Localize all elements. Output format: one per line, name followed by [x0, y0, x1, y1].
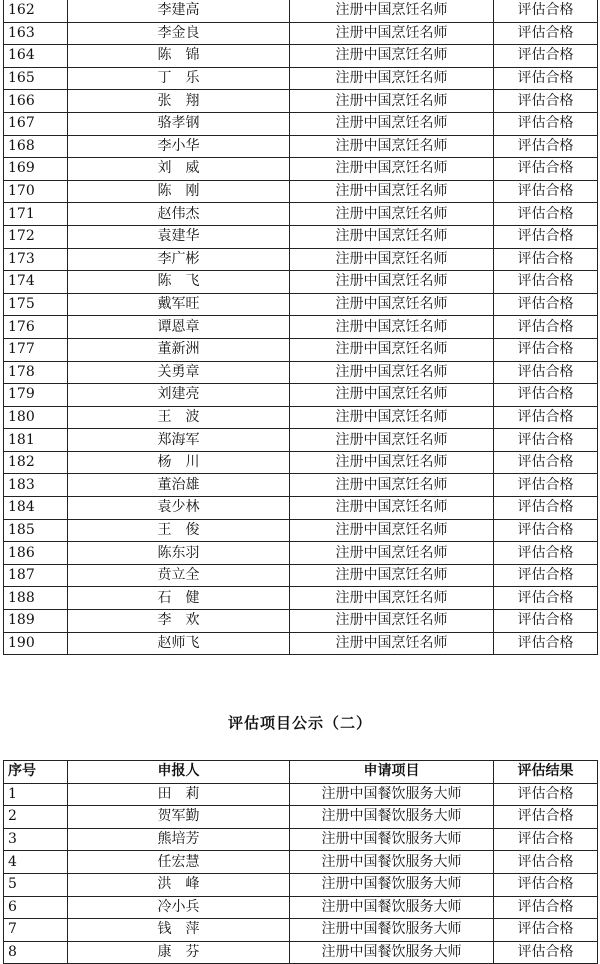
cell-applicant: 李广彬: [68, 248, 290, 271]
table-row: [4, 406, 598, 429]
cell-serial-no: 4: [4, 851, 68, 874]
cell-serial-no: 172: [4, 225, 68, 248]
cell-project: 注册中国烹饪名师: [290, 45, 494, 68]
table-row: [4, 941, 598, 964]
table-row: [4, 896, 598, 919]
cell-serial-no: 165: [4, 67, 68, 90]
table-row: [4, 519, 598, 542]
cell-serial-no: 176: [4, 316, 68, 339]
cell-project: 注册中国餐饮服务大师: [290, 828, 494, 851]
cell-serial-no: 181: [4, 429, 68, 452]
cell-applicant: 石 健: [68, 587, 290, 610]
table-row: [4, 158, 598, 181]
cell-applicant: 刘建亮: [68, 384, 290, 407]
cell-applicant: 陈 锦: [68, 45, 290, 68]
table-row: [4, 293, 598, 316]
cell-result: 评估合格: [494, 783, 598, 806]
table-row: [4, 632, 598, 655]
cell-applicant: 戴军旺: [68, 293, 290, 316]
cell-result: 评估合格: [494, 338, 598, 361]
cell-applicant: 冷小兵: [68, 896, 290, 919]
cell-project: 注册中国烹饪名师: [290, 293, 494, 316]
cell-serial-no: 3: [4, 828, 68, 851]
table-header-row: [4, 761, 598, 784]
cell-serial-no: 6: [4, 896, 68, 919]
table-row: [4, 271, 598, 294]
cell-applicant: 王 波: [68, 406, 290, 429]
cell-result: 评估合格: [494, 203, 598, 226]
cell-project: 注册中国餐饮服务大师: [290, 783, 494, 806]
table-row: [4, 361, 598, 384]
cell-result: 评估合格: [494, 225, 598, 248]
cell-project: 注册中国烹饪名师: [290, 519, 494, 542]
cell-result: 评估合格: [494, 429, 598, 452]
cell-project: 注册中国烹饪名师: [290, 180, 494, 203]
cell-result: 评估合格: [494, 851, 598, 874]
table-row: [4, 0, 598, 22]
cell-applicant: 骆孝钢: [68, 112, 290, 135]
cell-project: 注册中国烹饪名师: [290, 22, 494, 45]
cell-project: 注册中国烹饪名师: [290, 542, 494, 565]
cell-serial-no: 184: [4, 497, 68, 520]
table-row: [4, 873, 598, 896]
cell-applicant: 刘 威: [68, 158, 290, 181]
cell-serial-no: 189: [4, 610, 68, 633]
cell-result: 评估合格: [494, 873, 598, 896]
cell-applicant: 王 俊: [68, 519, 290, 542]
cell-project: 注册中国烹饪名师: [290, 135, 494, 158]
cell-result: 评估合格: [494, 384, 598, 407]
cell-applicant: 李建高: [68, 0, 290, 22]
cell-serial-no: 175: [4, 293, 68, 316]
cell-applicant: 袁建华: [68, 225, 290, 248]
cell-project: 注册中国餐饮服务大师: [290, 806, 494, 829]
header-project: 申请项目: [290, 761, 494, 784]
cell-serial-no: 8: [4, 941, 68, 964]
cell-applicant: 董治雄: [68, 474, 290, 497]
cell-project: 注册中国烹饪名师: [290, 203, 494, 226]
table-row: [4, 542, 598, 565]
cell-result: 评估合格: [494, 316, 598, 339]
cell-project: 注册中国餐饮服务大师: [290, 851, 494, 874]
cell-serial-no: 1: [4, 783, 68, 806]
cell-applicant: 熊培芳: [68, 828, 290, 851]
header-serial-no: 序号: [4, 761, 68, 784]
cell-project: 注册中国烹饪名师: [290, 610, 494, 633]
table-row: [4, 225, 598, 248]
cell-result: 评估合格: [494, 919, 598, 942]
table-row: [4, 248, 598, 271]
cell-serial-no: 180: [4, 406, 68, 429]
cell-result: 评估合格: [494, 896, 598, 919]
cell-result: 评估合格: [494, 610, 598, 633]
table-row: [4, 806, 598, 829]
cell-serial-no: 187: [4, 564, 68, 587]
cell-result: 评估合格: [494, 90, 598, 113]
cell-applicant: 陈 刚: [68, 180, 290, 203]
cell-applicant: 董新洲: [68, 338, 290, 361]
cell-result: 评估合格: [494, 519, 598, 542]
table-row: [4, 451, 598, 474]
cell-project: 注册中国烹饪名师: [290, 632, 494, 655]
cell-project: 注册中国烹饪名师: [290, 587, 494, 610]
cell-serial-no: 177: [4, 338, 68, 361]
cell-project: 注册中国烹饪名师: [290, 271, 494, 294]
cell-result: 评估合格: [494, 828, 598, 851]
cell-result: 评估合格: [494, 587, 598, 610]
table-row: [4, 497, 598, 520]
cell-project: 注册中国烹饪名师: [290, 112, 494, 135]
results-table-1: [3, 0, 598, 655]
cell-applicant: 钱 萍: [68, 919, 290, 942]
cell-project: 注册中国烹饪名师: [290, 406, 494, 429]
cell-serial-no: 188: [4, 587, 68, 610]
cell-result: 评估合格: [494, 497, 598, 520]
cell-applicant: 张 翔: [68, 90, 290, 113]
cell-applicant: 杨 川: [68, 451, 290, 474]
table-row: [4, 180, 598, 203]
table-row: [4, 22, 598, 45]
table-row: [4, 112, 598, 135]
cell-serial-no: 178: [4, 361, 68, 384]
cell-project: 注册中国烹饪名师: [290, 338, 494, 361]
table-row: [4, 919, 598, 942]
cell-project: 注册中国餐饮服务大师: [290, 919, 494, 942]
cell-serial-no: 183: [4, 474, 68, 497]
cell-serial-no: 174: [4, 271, 68, 294]
cell-project: 注册中国烹饪名师: [290, 0, 494, 22]
cell-serial-no: 190: [4, 632, 68, 655]
results-table-2: [3, 760, 598, 964]
cell-applicant: 赵师飞: [68, 632, 290, 655]
cell-applicant: 田 莉: [68, 783, 290, 806]
cell-serial-no: 163: [4, 22, 68, 45]
cell-project: 注册中国餐饮服务大师: [290, 941, 494, 964]
cell-result: 评估合格: [494, 564, 598, 587]
cell-project: 注册中国烹饪名师: [290, 429, 494, 452]
cell-serial-no: 169: [4, 158, 68, 181]
cell-applicant: 贲立全: [68, 564, 290, 587]
cell-project: 注册中国烹饪名师: [290, 67, 494, 90]
cell-serial-no: 182: [4, 451, 68, 474]
cell-result: 评估合格: [494, 474, 598, 497]
cell-result: 评估合格: [494, 451, 598, 474]
section-title: 评估项目公示（二）: [227, 714, 372, 732]
cell-project: 注册中国烹饪名师: [290, 564, 494, 587]
table-row: [4, 45, 598, 68]
cell-applicant: 袁少林: [68, 497, 290, 520]
cell-serial-no: 166: [4, 90, 68, 113]
cell-serial-no: 170: [4, 180, 68, 203]
cell-result: 评估合格: [494, 0, 598, 22]
cell-project: 注册中国烹饪名师: [290, 158, 494, 181]
cell-result: 评估合格: [494, 248, 598, 271]
table-row: [4, 474, 598, 497]
cell-serial-no: 167: [4, 112, 68, 135]
header-applicant: 申报人: [68, 761, 290, 784]
cell-serial-no: 173: [4, 248, 68, 271]
cell-applicant: 李金良: [68, 22, 290, 45]
cell-applicant: 谭恩章: [68, 316, 290, 339]
cell-result: 评估合格: [494, 67, 598, 90]
cell-serial-no: 7: [4, 919, 68, 942]
cell-serial-no: 168: [4, 135, 68, 158]
cell-result: 评估合格: [494, 293, 598, 316]
cell-applicant: 丁 乐: [68, 67, 290, 90]
cell-serial-no: 186: [4, 542, 68, 565]
cell-result: 评估合格: [494, 941, 598, 964]
cell-project: 注册中国烹饪名师: [290, 361, 494, 384]
cell-serial-no: 185: [4, 519, 68, 542]
table-row: [4, 828, 598, 851]
cell-result: 评估合格: [494, 135, 598, 158]
cell-serial-no: 171: [4, 203, 68, 226]
cell-result: 评估合格: [494, 271, 598, 294]
cell-applicant: 赵伟杰: [68, 203, 290, 226]
cell-result: 评估合格: [494, 22, 598, 45]
cell-project: 注册中国烹饪名师: [290, 384, 494, 407]
cell-applicant: 李小华: [68, 135, 290, 158]
table-row: [4, 587, 598, 610]
table-row: [4, 564, 598, 587]
cell-project: 注册中国烹饪名师: [290, 451, 494, 474]
table-row: [4, 203, 598, 226]
table-row: [4, 338, 598, 361]
table-row: [4, 135, 598, 158]
cell-project: 注册中国烹饪名师: [290, 497, 494, 520]
cell-serial-no: 5: [4, 873, 68, 896]
cell-applicant: 关勇章: [68, 361, 290, 384]
cell-serial-no: 162: [4, 0, 68, 22]
table-row: [4, 610, 598, 633]
table-row: [4, 316, 598, 339]
cell-result: 评估合格: [494, 180, 598, 203]
cell-serial-no: 2: [4, 806, 68, 829]
cell-applicant: 陈东羽: [68, 542, 290, 565]
cell-project: 注册中国烹饪名师: [290, 316, 494, 339]
cell-applicant: 李 欢: [68, 610, 290, 633]
cell-result: 评估合格: [494, 361, 598, 384]
cell-result: 评估合格: [494, 158, 598, 181]
cell-result: 评估合格: [494, 632, 598, 655]
table-row: [4, 783, 598, 806]
cell-result: 评估合格: [494, 542, 598, 565]
cell-project: 注册中国烹饪名师: [290, 248, 494, 271]
cell-applicant: 任宏慧: [68, 851, 290, 874]
cell-result: 评估合格: [494, 806, 598, 829]
cell-serial-no: 164: [4, 45, 68, 68]
cell-serial-no: 179: [4, 384, 68, 407]
table-row: [4, 429, 598, 452]
cell-project: 注册中国餐饮服务大师: [290, 896, 494, 919]
header-result: 评估结果: [494, 761, 598, 784]
table-row: [4, 90, 598, 113]
cell-applicant: 郑海军: [68, 429, 290, 452]
table-row: [4, 851, 598, 874]
cell-result: 评估合格: [494, 406, 598, 429]
table-row: [4, 67, 598, 90]
table-row: [4, 384, 598, 407]
cell-project: 注册中国烹饪名师: [290, 90, 494, 113]
cell-project: 注册中国烹饪名师: [290, 225, 494, 248]
cell-applicant: 洪 峰: [68, 873, 290, 896]
cell-project: 注册中国烹饪名师: [290, 474, 494, 497]
cell-applicant: 贺军勤: [68, 806, 290, 829]
cell-project: 注册中国餐饮服务大师: [290, 873, 494, 896]
cell-applicant: 陈 飞: [68, 271, 290, 294]
cell-result: 评估合格: [494, 112, 598, 135]
cell-result: 评估合格: [494, 45, 598, 68]
cell-applicant: 康 芬: [68, 941, 290, 964]
